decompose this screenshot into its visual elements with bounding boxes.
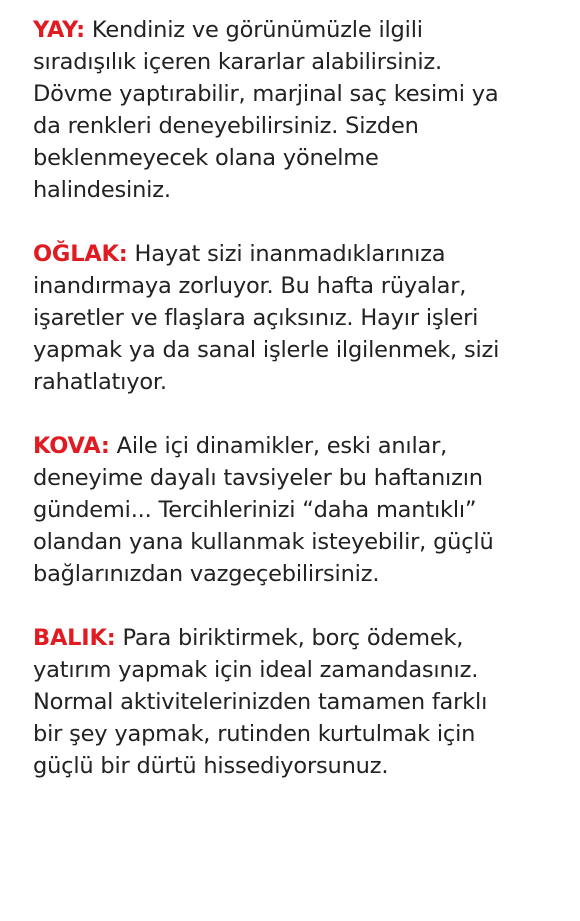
- sign-label-oglak: OĞLAK:: [33, 241, 128, 267]
- horoscope-entry-oglak: [33, 238, 573, 398]
- horoscope-entry-balik: [33, 622, 573, 782]
- entry-text: Aile içi dinamikler, eski anılar,: [109, 433, 448, 459]
- entry-line: [33, 14, 573, 46]
- entry-line: deneyime dayalı tavsiyeler bu haftanızın: [33, 465, 483, 491]
- entry-line: işaretler ve flaşlara açıksınız. Hayır işleri: [33, 305, 479, 331]
- entry-line: halindesiniz.: [33, 177, 171, 203]
- entry-line: Normal aktivitelerinizden tamamen farklı: [33, 689, 488, 715]
- horoscope-entry-yay: [33, 14, 573, 206]
- entry-line: bağlarınızdan vazgeçebilirsiniz.: [33, 561, 380, 587]
- entry-text: Para biriktirmek, borç ödemek,: [115, 625, 464, 651]
- entry-line: rahatlatıyor.: [33, 369, 167, 395]
- entry-line: yapmak ya da sanal işlerle ilgilenmek, sizi: [33, 337, 500, 363]
- entry-line: yatırım yapmak için ideal zamandasınız.: [33, 657, 479, 683]
- entry-text: Kendiniz ve görünümüzle ilgili: [84, 17, 423, 43]
- entry-line: olandan yana kullanmak isteyebilir, güçlü: [33, 529, 494, 555]
- entry-text: Hayat sizi inanmadıklarınıza: [127, 241, 446, 267]
- entry-line: bir şey yapmak, rutinden kurtulmak için: [33, 721, 476, 747]
- entry-line: da renkleri deneyebilirsiniz. Sizden: [33, 113, 419, 139]
- entry-line: sıradışılık içeren kararlar alabilirsiniz.: [33, 49, 442, 75]
- entry-line: inandırmaya zorluyor. Bu hafta rüyalar,: [33, 273, 467, 299]
- sign-label-balik: BALIK:: [33, 625, 116, 651]
- sign-label-kova: KOVA:: [33, 433, 110, 459]
- entry-line: beklenmeyecek olana yönelme: [33, 145, 379, 171]
- entry-line: Dövme yaptırabilir, marjinal saç kesimi ya: [33, 81, 499, 107]
- entry-line: güçlü bir dürtü hissediyorsunuz.: [33, 753, 389, 779]
- horoscope-entry-kova: [33, 430, 573, 590]
- horoscope-page: [33, 14, 573, 814]
- entry-line: [33, 238, 573, 270]
- entry-line: gündemi... Tercihlerinizi “daha mantıklı”: [33, 497, 477, 523]
- sign-label-yay: YAY:: [33, 17, 85, 43]
- entry-line: [33, 622, 573, 654]
- entry-line: [33, 430, 573, 462]
